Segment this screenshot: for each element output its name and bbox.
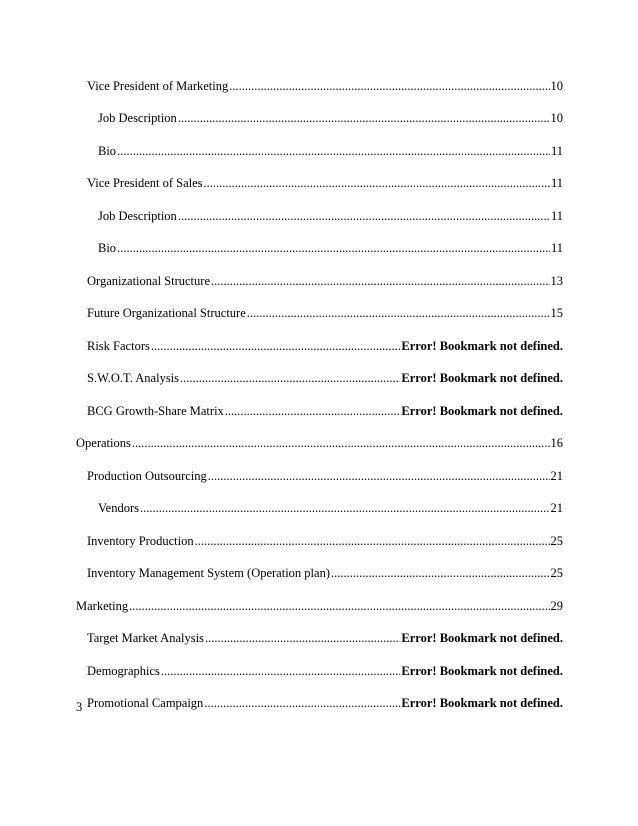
toc-entry[interactable] — [76, 655, 563, 688]
toc-entry-page: 29 — [550, 598, 563, 613]
toc-dot-leader — [208, 469, 550, 484]
toc-entry-page: 16 — [550, 436, 563, 451]
toc-entry-page: 11 — [550, 143, 563, 158]
toc-entry-error: Error! Bookmark not defined. — [401, 631, 563, 646]
toc-entry-error: Error! Bookmark not defined. — [401, 371, 563, 386]
toc-entry-title: Organizational Structure — [87, 273, 210, 288]
toc-dot-leader — [331, 566, 550, 581]
toc-entry-title: Inventory Management System (Operation plan) — [87, 566, 330, 581]
toc-dot-leader — [195, 534, 550, 549]
toc-entry-title: Promotional Campaign — [87, 696, 204, 711]
toc-dot-leader — [117, 144, 550, 159]
toc-entry[interactable] — [76, 688, 563, 721]
toc-entry-title: Risk Factors — [87, 338, 150, 353]
toc-dot-leader — [247, 306, 550, 321]
toc-entry[interactable] — [76, 168, 563, 201]
toc-entry[interactable] — [76, 103, 563, 136]
toc-entry-title: Vendors — [98, 501, 139, 516]
toc-entry-page: 21 — [550, 468, 563, 483]
toc-entry-title: S.W.O.T. Analysis — [87, 371, 180, 386]
toc-dot-leader — [178, 111, 550, 126]
toc-entry-title: Vice President of Marketing — [87, 78, 229, 93]
toc-entry[interactable] — [76, 363, 563, 396]
toc-entry-title: Job Description — [98, 111, 177, 126]
toc-entry-page: 10 — [550, 111, 563, 126]
toc-dot-leader — [211, 274, 550, 289]
toc-entry-title: Demographics — [87, 663, 160, 678]
toc-dot-leader — [204, 696, 400, 711]
toc-dot-leader — [117, 241, 550, 256]
toc-dot-leader — [205, 631, 400, 646]
toc-entry[interactable] — [76, 233, 563, 266]
toc-entry[interactable] — [76, 623, 563, 656]
toc-entry-title: Inventory Production — [87, 533, 194, 548]
toc-entry-title: Target Market Analysis — [87, 631, 204, 646]
toc-entry[interactable] — [76, 200, 563, 233]
toc-entry-title: Job Description — [98, 208, 177, 223]
toc-dot-leader — [229, 79, 549, 94]
toc-entry[interactable] — [76, 265, 563, 298]
toc-entry[interactable] — [76, 135, 563, 168]
toc-dot-leader — [178, 209, 550, 224]
toc-entry-title: Bio — [98, 143, 117, 158]
toc-entry-title: Bio — [98, 241, 117, 256]
toc-dot-leader — [129, 599, 549, 614]
toc-entry-title: Production Outsourcing — [87, 468, 207, 483]
toc-entry-title: Future Organizational Structure — [87, 306, 246, 321]
toc-entry-error: Error! Bookmark not defined. — [401, 663, 563, 678]
toc-entry[interactable] — [76, 395, 563, 428]
toc-entry-page: 25 — [550, 533, 563, 548]
toc-entry[interactable] — [76, 330, 563, 363]
toc-entry-page: 11 — [550, 208, 563, 223]
toc-entry-error: Error! Bookmark not defined. — [401, 338, 563, 353]
toc-entry-page: 21 — [550, 501, 563, 516]
toc-entry-page: 13 — [550, 273, 563, 288]
toc-entry-title: BCG Growth-Share Matrix — [87, 403, 224, 418]
toc-entry-page: 11 — [550, 241, 563, 256]
toc-dot-leader — [180, 371, 400, 386]
toc-entry-title: Marketing — [76, 598, 129, 613]
toc-entry-title: Operations — [76, 436, 131, 451]
toc-entry[interactable] — [76, 70, 563, 103]
toc-entry[interactable] — [76, 590, 563, 623]
toc-entry-page: 11 — [550, 176, 563, 191]
toc-entry[interactable] — [76, 460, 563, 493]
toc-entry[interactable] — [76, 298, 563, 331]
toc-dot-leader — [140, 501, 550, 516]
toc-entry[interactable] — [76, 493, 563, 526]
toc-entry-page: 15 — [550, 306, 563, 321]
toc-entry[interactable] — [76, 428, 563, 461]
toc-dot-leader — [204, 176, 550, 191]
toc-entry-title: Vice President of Sales — [87, 176, 203, 191]
toc-entry-page: 10 — [550, 78, 563, 93]
toc-entry-page: 25 — [550, 566, 563, 581]
toc-dot-leader — [161, 664, 401, 679]
page-number: 3 — [76, 700, 83, 714]
table-of-contents — [76, 70, 563, 720]
toc-dot-leader — [225, 404, 401, 419]
toc-entry[interactable] — [76, 558, 563, 591]
toc-dot-leader — [132, 436, 550, 451]
toc-entry-error: Error! Bookmark not defined. — [401, 696, 563, 711]
toc-entry-error: Error! Bookmark not defined. — [401, 403, 563, 418]
toc-entry[interactable] — [76, 525, 563, 558]
toc-dot-leader — [151, 339, 401, 354]
